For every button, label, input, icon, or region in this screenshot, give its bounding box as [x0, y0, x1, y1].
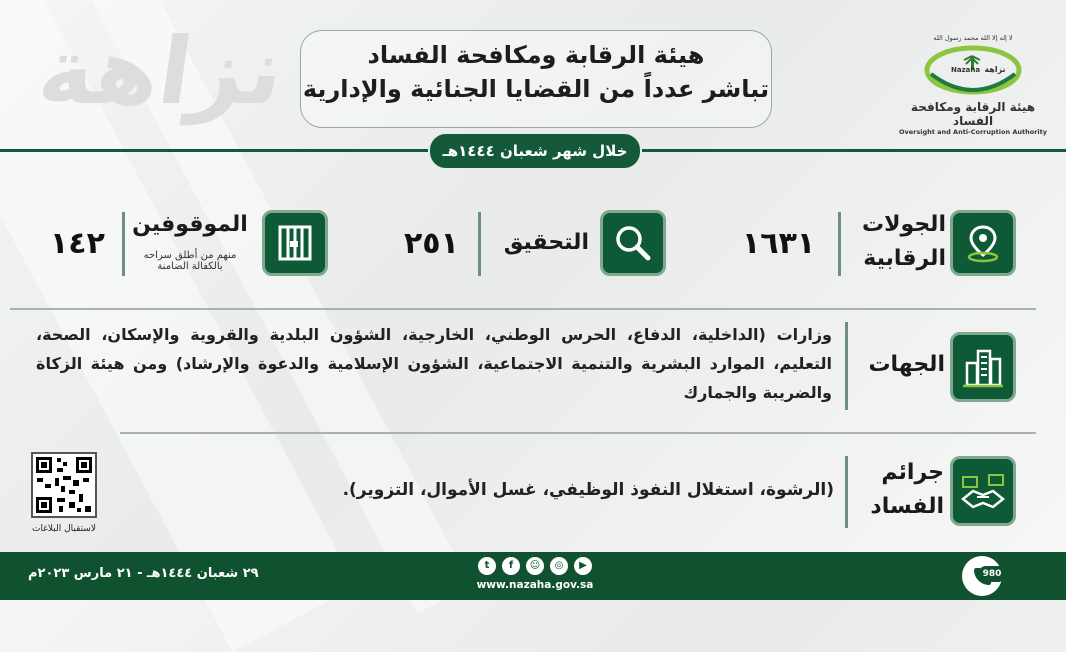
magnifier-icon	[600, 210, 666, 276]
crimes-label	[850, 456, 944, 524]
youtube-icon[interactable]: ▶	[574, 557, 592, 575]
nazaha-logo	[898, 26, 1048, 136]
detainees-note-line1: منهم من أطلق سراحه	[143, 250, 237, 261]
investigation-value: ٢٥١	[404, 226, 459, 261]
logo-name-arabic: هيئة الرقابة ومكافحة الفساد	[910, 100, 1036, 128]
footer-date: ٢٩ شعبان ١٤٤٤هـ - ٢١ مارس ٢٠٢٣م	[28, 566, 259, 581]
qr-code[interactable]	[31, 452, 97, 518]
detainees-note-line2: بالكفالة الضامنة	[157, 261, 223, 272]
logo-emblem	[921, 26, 1025, 98]
page-title: هيئة الرقابة ومكافحة الفساد	[367, 41, 705, 69]
svg-text:لا إله إلا الله محمد رسول الله: لا إله إلا الله محمد رسول الله	[933, 34, 1013, 42]
investigation-label: التحقيق	[503, 230, 589, 255]
page-subtitle: تباشر عدداً من القضايا الجنائية والإدارية	[302, 75, 770, 103]
entities-text: وزارات (الداخلية، الدفاع، الحرس الوطني، الخارجية، الشؤون البلدية والقروية والإسكان، الصحة، التعليم، الموارد البشرية والتنمية الاجتماعية، الشؤون الإسلامية والدعوة والإرشاد) ومن هيئة الزكاة والضريبة والجمارك	[36, 325, 832, 402]
divider	[845, 322, 848, 410]
inspections-label-line2: الرقابية	[863, 246, 946, 271]
inspections-value: ١٦٣١	[742, 226, 816, 261]
divider	[838, 212, 841, 276]
section-divider	[120, 432, 1036, 434]
crimes-label-line1: جرائم	[881, 460, 944, 485]
twitter-icon[interactable]: t	[478, 557, 496, 575]
prison-bars-icon	[262, 210, 328, 276]
entities-label: الجهات	[868, 352, 945, 377]
divider	[478, 212, 481, 276]
qr-label: لاستقبال البلاغات	[31, 524, 97, 534]
svg-text:نزاهة: نزاهة	[984, 65, 1006, 74]
title-box	[300, 30, 772, 128]
inspections-label-line1: الجولات	[862, 212, 946, 237]
instagram-icon[interactable]: ◎	[550, 557, 568, 575]
divider	[845, 456, 848, 528]
snapchat-icon[interactable]: ☺	[526, 557, 544, 575]
buildings-icon	[950, 332, 1016, 402]
detainees-note	[128, 250, 252, 272]
hotline-number[interactable]: 980	[978, 566, 1006, 582]
facebook-icon[interactable]: f	[502, 557, 520, 575]
handshake-money-icon	[950, 456, 1016, 526]
qr-block	[28, 452, 100, 534]
period-badge: خلال شهر شعبان ١٤٤٤هـ	[428, 132, 642, 170]
background-watermark: نزاهة	[32, 18, 291, 125]
footer	[0, 552, 1066, 600]
detainees-label: الموقوفين	[132, 212, 248, 237]
svg-text:Nazaha: Nazaha	[951, 66, 981, 74]
divider	[122, 212, 125, 276]
map-pin-icon	[950, 210, 1016, 276]
inspections-label	[842, 208, 946, 276]
logo-name-english: Oversight and Anti-Corruption Authority	[899, 128, 1047, 136]
section-divider	[10, 308, 1036, 310]
detainees-value: ١٤٢	[50, 226, 105, 261]
website-link[interactable]: www.nazaha.gov.sa	[476, 579, 594, 591]
crimes-text: (الرشوة، استغلال النفوذ الوظيفي، غسل الأموال، التزوير).	[342, 480, 834, 500]
crimes-label-line2: الفساد	[870, 494, 944, 519]
